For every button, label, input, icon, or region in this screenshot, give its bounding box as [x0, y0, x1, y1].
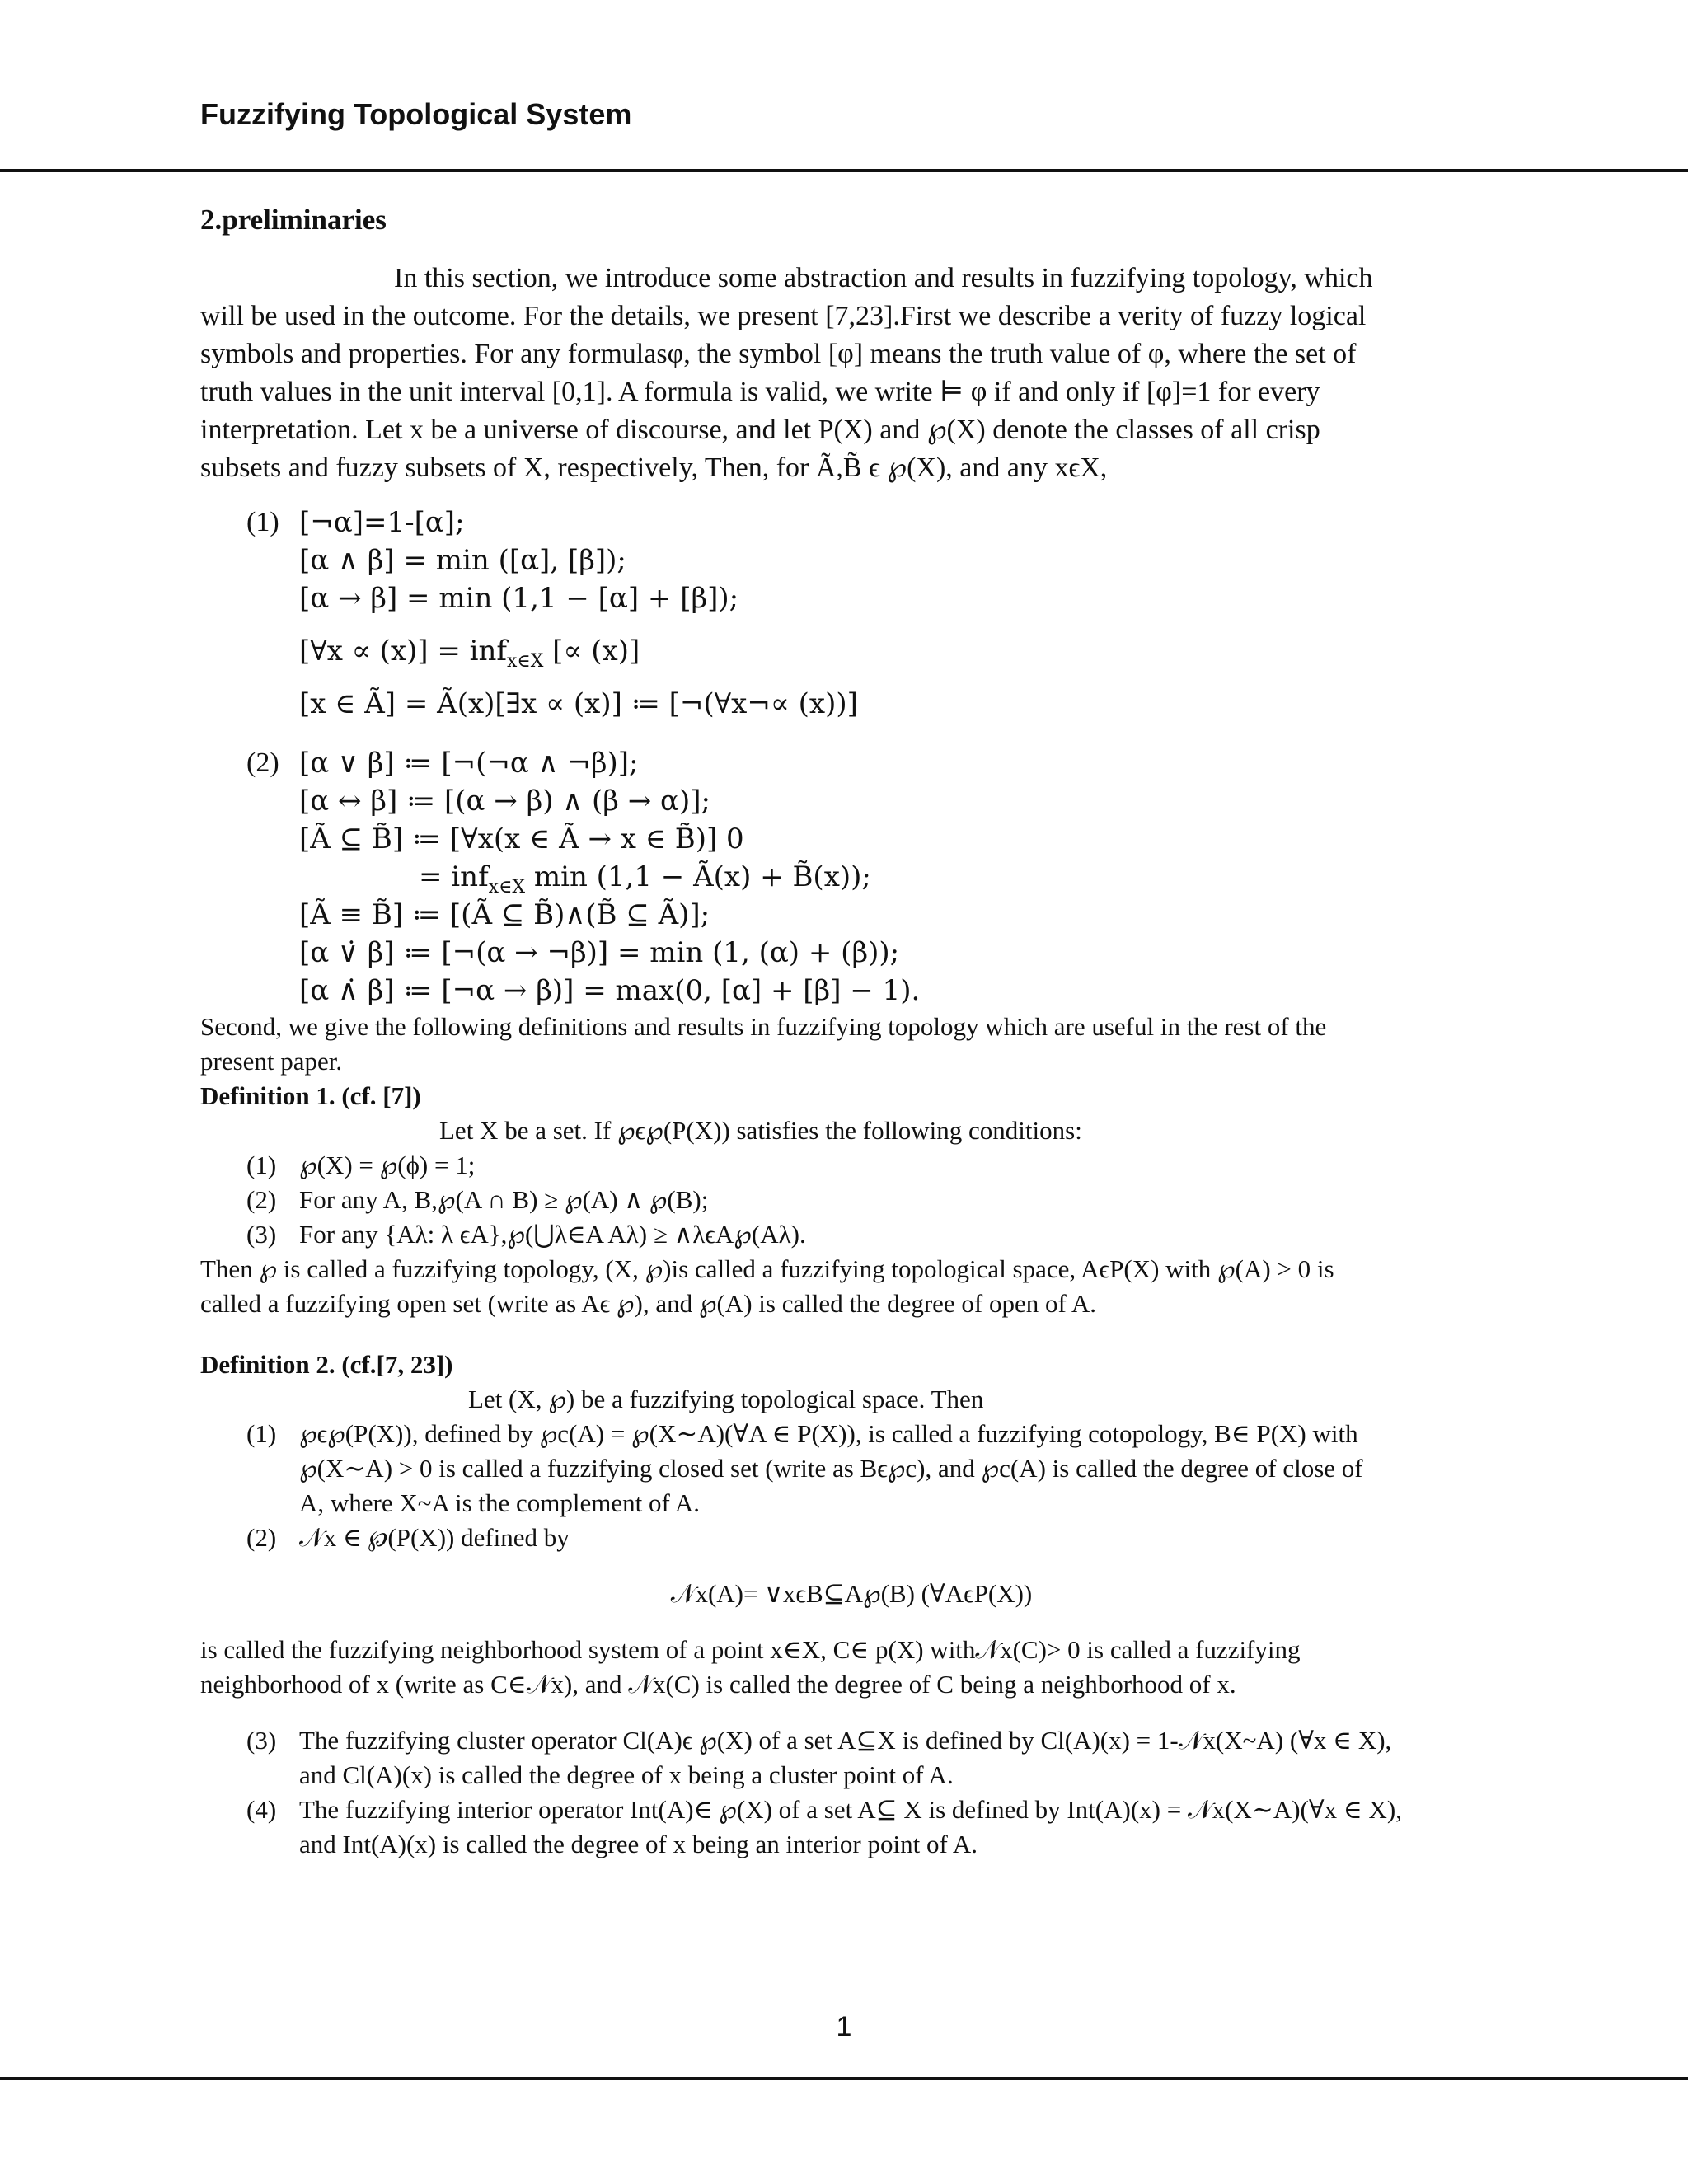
formula-number: (1) [246, 507, 279, 537]
condition-item [200, 1183, 1503, 1217]
condition-text: For any A, B,℘(A ∩ B) ≥ ℘(A) ∧ ℘(B); [299, 1185, 709, 1214]
intro-line: symbols and properties. For any formulasφ, the symbol [φ] means the truth value of φ, where the set of [200, 339, 1357, 369]
formula-subscript: x∈X [507, 650, 544, 672]
paragraph-line: neighborhood of x (write as C∈𝒩x), and 𝒩x(C) is called the degree of C being a neighborhood of x. [200, 1670, 1236, 1699]
formula-subscript: x∈X [488, 876, 526, 898]
item-line: and Int(A)(x) is called the degree of x being an interior point of A. [299, 1830, 978, 1858]
formula-text: [α → β] = min (1,1 − [α] + [β]); [299, 582, 739, 615]
item-line: ℘(X∼A) > 0 is called a fuzzifying closed set (write as Bϵ℘c), and ℘c(A) is called the degree of close of [299, 1454, 1363, 1483]
item-line: A, where X~A is the complement of A. [299, 1488, 700, 1517]
formula-text: [Ã ≡ B̃] ≔ [(Ã ⊆ B̃)∧(B̃ ⊆ Ã)]; [299, 898, 710, 931]
formula-block-2 [200, 744, 1503, 1010]
item-number: (2) [246, 1523, 277, 1552]
formula-line [200, 896, 1503, 934]
formula-line [200, 541, 1503, 579]
formula-line [200, 858, 1503, 896]
header-rule [0, 169, 1688, 172]
condition-number: (3) [246, 1220, 277, 1249]
item-line: and Cl(A)(x) is called the degree of x being a cluster point of A. [299, 1760, 954, 1789]
definition-item [200, 1793, 1503, 1862]
formula-line [200, 972, 1503, 1010]
section-heading: 2.preliminaries [200, 204, 387, 236]
paragraph-line: present paper. [200, 1047, 343, 1076]
item-line: The fuzzifying interior operator Int(A)∈ ℘(X) of a set A⊆ X is defined by Int(A)(x) = 𝒩x(X∼A)(∀x ∈ X), [299, 1795, 1402, 1824]
definition-1-conclusion [200, 1252, 1503, 1321]
neighborhood-formula: 𝒩x(A)= ∨xϵB⊆A℘(B) (∀AϵP(X)) [670, 1579, 1033, 1608]
condition-item [200, 1217, 1503, 1252]
formula-line [200, 685, 1503, 723]
formula-text: [∝ (x)] [543, 635, 640, 668]
neighborhood-paragraph [200, 1633, 1503, 1702]
formula-line [200, 632, 1503, 670]
formula-block-1 [200, 504, 1503, 723]
formula-line [200, 934, 1503, 972]
intro-line: truth values in the unit interval [0,1]. A formula is valid, we write ⊨ φ if and only if [φ]=1 for every [200, 377, 1320, 407]
paragraph-line: Then ℘ is called a fuzzifying topology, (X, ℘)is called a fuzzifying topological space, AϵP(X) with ℘(A) > 0 is [200, 1254, 1334, 1283]
formula-line [200, 579, 1503, 617]
definition-item [200, 1417, 1503, 1521]
condition-number: (1) [246, 1151, 277, 1179]
second-paragraph [200, 1010, 1503, 1079]
item-number: (3) [246, 1726, 277, 1755]
formula-line [200, 504, 1503, 541]
intro-line: subsets and fuzzy subsets of X, respectively, Then, for Ã,B̃ ϵ ℘(X), and any xϵX, [200, 452, 1108, 483]
definition-1-heading: Definition 1. (cf. [7]) [200, 1081, 421, 1110]
formula-text: [x ∈ Ã] = Ã(x)[∃x ∝ (x)] ≔ [¬(∀x¬∝ (x))] [299, 687, 858, 720]
definition-1-lead: Let X be a set. If ℘ϵ℘(P(X)) satisfies the following conditions: [439, 1116, 1082, 1145]
item-number: (1) [246, 1419, 277, 1448]
item-line: The fuzzifying cluster operator Cl(A)ϵ ℘(X) of a set A⊆X is defined by Cl(A)(x) = 1-𝒩x(X~A) (∀x ∈ X), [299, 1726, 1392, 1755]
page-content [200, 202, 1503, 1862]
definition-item [200, 1723, 1503, 1793]
intro-paragraph [200, 260, 1503, 487]
definition-item [200, 1521, 1503, 1555]
definition-1-conditions [200, 1148, 1503, 1252]
intro-line: will be used in the outcome. For the details, we present [7,23].First we describe a verity of fuzzy logical [200, 301, 1367, 331]
intro-line: interpretation. Let x be a universe of discourse, and let P(X) and ℘(X) denote the classes of all crisp [200, 415, 1320, 445]
definition-2-items [200, 1417, 1503, 1555]
formula-text: [α ∨̇ β] ≔ [¬(α → ¬β)] = min (1, (α) + (β)); [299, 936, 900, 969]
item-line: ℘ϵ℘(P(X)), defined by ℘c(A) = ℘(X∼A)(∀A ∈ P(X)), is called a fuzzifying cotopology, B∈ P(X) with [299, 1419, 1358, 1448]
formula-text: [α ↔ β] ≔ [(α → β) ∧ (β → α)]; [299, 785, 710, 818]
definition-2-lead: Let (X, ℘) be a fuzzifying topological space. Then [468, 1385, 984, 1413]
condition-number: (2) [246, 1185, 277, 1214]
condition-item [200, 1148, 1503, 1183]
formula-text: [α ∧ β] = min ([α], [β]); [299, 544, 626, 577]
intro-line: In this section, we introduce some abstraction and results in fuzzifying topology, which [394, 263, 1373, 293]
item-text: 𝒩x ∈ ℘(P(X)) defined by [299, 1523, 570, 1552]
formula-text: [¬α]=1-[α]; [299, 506, 465, 539]
formula-text: [α ∧̇ β] ≔ [¬α → β)] = max(0, [α] + [β] − 1). [299, 974, 921, 1007]
definition-2-heading: Definition 2. (cf.[7, 23]) [200, 1350, 453, 1379]
footer-rule [0, 2077, 1688, 2080]
definition-2-items-continued [200, 1723, 1503, 1862]
page-number: 1 [836, 2011, 852, 2042]
condition-text: ℘(X) = ℘(ϕ) = 1; [299, 1151, 476, 1179]
formula-text: = inf [419, 860, 489, 893]
paragraph-line: called a fuzzifying open set (write as Aϵ ℘), and ℘(A) is called the degree of open of A. [200, 1289, 1096, 1318]
running-header-title: Fuzzifying Topological System [200, 97, 632, 131]
paragraph-line: Second, we give the following definitions and results in fuzzifying topology which are useful in the rest of the [200, 1012, 1327, 1041]
item-number: (4) [246, 1795, 277, 1824]
formula-line [200, 820, 1503, 858]
formula-text: [α ∨ β] ≔ [¬(¬α ∧ ¬β)]; [299, 747, 639, 780]
formula-line [200, 782, 1503, 820]
formula-line [200, 744, 1503, 782]
paragraph-line: is called the fuzzifying neighborhood system of a point x∈X, C∈ p(X) with𝒩x(C)> 0 is called a fuzzifying [200, 1635, 1301, 1664]
formula-number: (2) [246, 748, 279, 778]
formula-text: min (1,1 − Ã(x) + B̃(x)); [525, 860, 871, 893]
formula-text: [∀x ∝ (x)] = inf [299, 635, 508, 668]
formula-text: [Ã ⊆ B̃] ≔ [∀x(x ∈ Ã → x ∈ B̃)] 0 [299, 823, 744, 855]
condition-text: For any {Aλ: λ ϵA},℘(⋃λ∈A Aλ) ≥ ∧λϵA℘(Aλ). [299, 1220, 806, 1249]
